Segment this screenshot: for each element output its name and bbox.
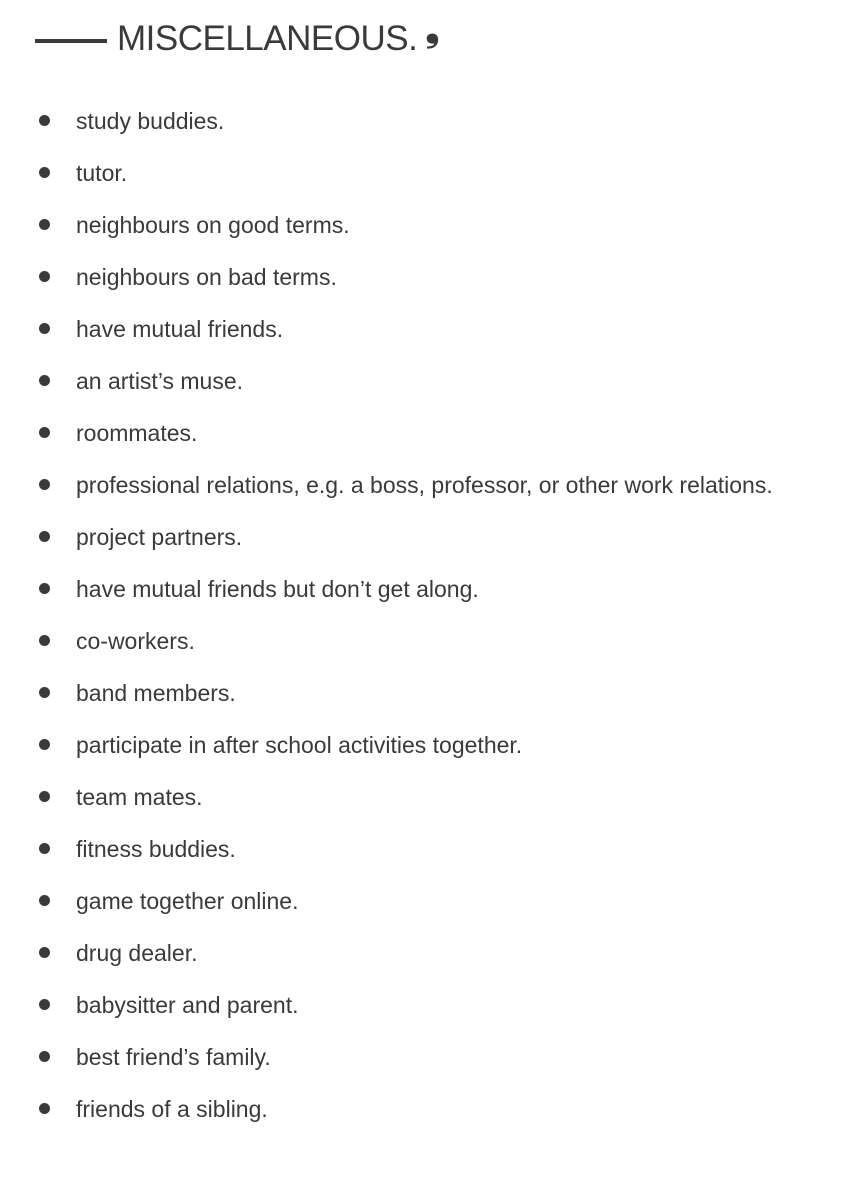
relationship-list	[0, 95, 853, 1135]
list-item	[0, 563, 853, 615]
list-item-text: an artist’s muse.	[76, 368, 244, 394]
list-item	[0, 875, 853, 927]
list-item-text: best friend’s family.	[76, 1044, 271, 1070]
bullet-icon	[39, 375, 50, 386]
comma-ornament-icon: ❟	[425, 8, 440, 50]
bullet-icon	[39, 1051, 50, 1062]
list-item	[0, 615, 853, 667]
bullet-icon	[39, 531, 50, 542]
list-item-text: participate in after school activities together.	[76, 732, 523, 758]
list-item	[0, 303, 853, 355]
bullet-icon	[39, 167, 50, 178]
list-item	[0, 823, 853, 875]
list-item	[0, 147, 853, 199]
list-item-text: co-workers.	[76, 628, 195, 654]
bullet-icon	[39, 427, 50, 438]
heading-dash	[35, 39, 107, 43]
list-item-text: neighbours on good terms.	[76, 212, 350, 238]
bullet-icon	[39, 791, 50, 802]
list-item	[0, 511, 853, 563]
bullet-icon	[39, 999, 50, 1010]
section-heading	[35, 8, 440, 64]
list-item	[0, 719, 853, 771]
list-item	[0, 199, 853, 251]
bullet-icon	[39, 739, 50, 750]
list-item-text: project partners.	[76, 524, 243, 550]
list-item-text: drug dealer.	[76, 940, 198, 966]
list-item	[0, 771, 853, 823]
list-item	[0, 927, 853, 979]
list-item-text: study buddies.	[76, 108, 225, 134]
bullet-icon	[39, 895, 50, 906]
bullet-icon	[39, 115, 50, 126]
list-item-text: professional relations, e.g. a boss, professor, or other work relations.	[76, 472, 773, 498]
list-item	[0, 1031, 853, 1083]
bullet-icon	[39, 947, 50, 958]
list-item-text: roommates.	[76, 420, 198, 446]
heading-title: MISCELLANEOUS.	[117, 19, 418, 58]
list-item-text: have mutual friends but don’t get along.	[76, 576, 479, 602]
list-item-text: game together online.	[76, 888, 299, 914]
list-item-text: fitness buddies.	[76, 836, 236, 862]
list-item-text: friends of a sibling.	[76, 1096, 268, 1122]
bullet-icon	[39, 271, 50, 282]
bullet-icon	[39, 1103, 50, 1114]
bullet-icon	[39, 219, 50, 230]
list-item	[0, 95, 853, 147]
bullet-icon	[39, 687, 50, 698]
list-item-text: neighbours on bad terms.	[76, 264, 337, 290]
bullet-icon	[39, 479, 50, 490]
bullet-icon	[39, 843, 50, 854]
list-item	[0, 667, 853, 719]
bullet-icon	[39, 635, 50, 646]
bullet-icon	[39, 323, 50, 334]
list-item-text: tutor.	[76, 160, 128, 186]
list-item-text: have mutual friends.	[76, 316, 284, 342]
list-item-text: team mates.	[76, 784, 203, 810]
bullet-icon	[39, 583, 50, 594]
list-item	[0, 459, 853, 511]
list-item	[0, 355, 853, 407]
list-item	[0, 407, 853, 459]
list-item	[0, 979, 853, 1031]
list-item	[0, 251, 853, 303]
list-item	[0, 1083, 853, 1135]
list-item-text: babysitter and parent.	[76, 992, 299, 1018]
list-item-text: band members.	[76, 680, 236, 706]
